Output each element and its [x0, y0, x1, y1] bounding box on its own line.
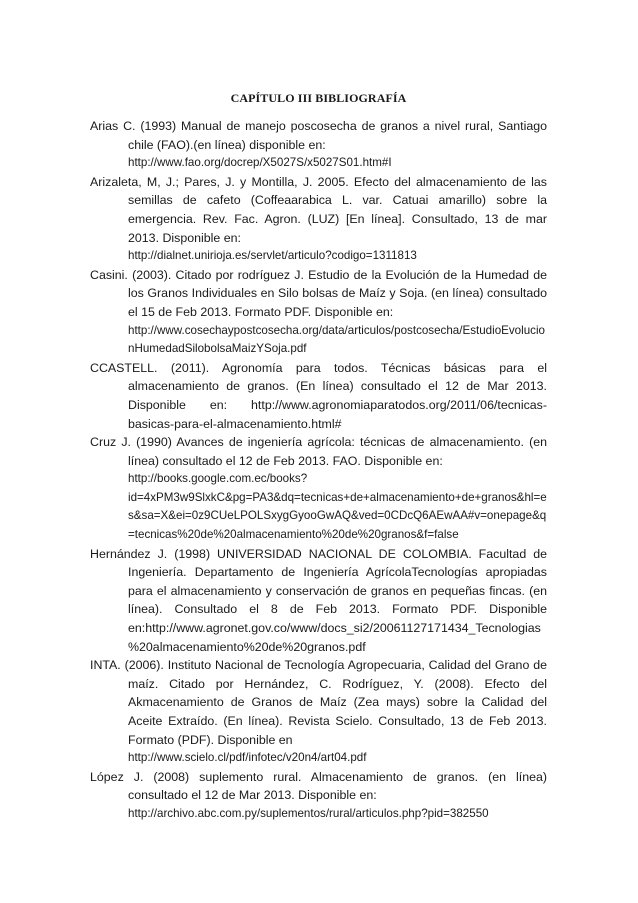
reference-text: Arias C. (1993) Manual de manejo poscosecha de granos a nivel rural, Santiago chile (FAO).(en línea) disponible en:	[90, 119, 547, 152]
reference-text: Casini. (2003). Citado por rodríguez J. Estudio de la Evolución de la Humedad de los Granos Individuales en Silo bolsas de Maíz y Soja. (en línea) consultado el 15 de Feb 2013. Formato PDF. Disponible en:	[90, 267, 547, 319]
reference-url[interactable]: http://www.cosechaypostcosecha.org/data/articulos/postcosecha/EstudioEvolucionHumedadSilobolsaMaizYSoja.pdf	[128, 323, 545, 356]
reference-text: Hernández J. (1998) UNIVERSIDAD NACIONAL DE COLOMBIA. Facultad de Ingeniería. Departamento de Ingeniería AgrícolaTecnologías apropiadas para el almacenamiento y conservación de granos en pequeñas fincas. (en línea). Consultado el 8 de Feb 2013. Formato PDF. Disponible en:http://www.agronet.gov.co/www/docs_si2/20061127171434_Tecnologias%20almacenamiento%20de%20granos.pdf	[90, 546, 547, 654]
reference-text: López J. (2008) suplemento rural. Almacenamiento de granos. (en línea) consultado el 12 de Mar 2013. Disponible en:	[90, 769, 547, 803]
reference-item-arias	[90, 117, 547, 173]
reference-item-casini	[90, 266, 547, 359]
reference-item-ccastell	[90, 359, 547, 433]
reference-url[interactable]: http://books.google.com.ec/books?id=4xPM3w9SlxkC&pg=PA3&dq=tecnicas+de+almacenamiento+de+granos&hl=es&sa=X&ei=0z9CUeLPOLSxygGyooGwAQ&ved=0CDcQ6AEwAA#v=onepage&q=tecnicas%20de%20almacenamiento%20de%20granos&f=false	[128, 472, 547, 542]
reference-item-arizaleta	[90, 173, 547, 266]
reference-url[interactable]: http://www.scielo.cl/pdf/infotec/v20n4/art04.pdf	[128, 751, 367, 765]
reference-item-lopez	[90, 768, 547, 824]
reference-item-inta	[90, 656, 547, 768]
reference-text: Cruz J. (1990) Avances de ingeniería agrícola: técnicas de almacenamiento. (en línea) consultado el 12 de Feb 2013. FAO. Disponible en:	[90, 435, 547, 468]
reference-text: CCASTELL. (2011). Agronomía para todos. Técnicas básicas para el almacenamiento de granos. (En línea) consultado el 12 de Mar 2013. Disponible en: http://www.agronomiaparatodos.org/2011/06/tecnicas-basicas-para-el-almacenamiento.html#	[90, 360, 547, 431]
reference-url[interactable]: http://archivo.abc.com.py/suplementos/rural/articulos.php?pid=382550	[128, 806, 489, 820]
reference-item-hernandez	[90, 545, 547, 657]
bibliography-page	[90, 91, 547, 824]
reference-text: Arizaleta, M, J.; Pares, J. y Montilla, J. 2005. Efecto del almacenamiento de las semillas de cafeto (Coffeaarabica L. var. Catuai amarillo) sobre la emergencia. Rev. Fac. Agron. (LUZ) [En línea]. Consultado, 13 de mar 2013. Disponible en:	[90, 174, 547, 245]
chapter-title: CAPÍTULO III BIBLIOGRAFÍA	[230, 91, 407, 105]
reference-item-cruz	[90, 433, 547, 545]
reference-list	[90, 117, 547, 824]
reference-text: INTA. (2006). Instituto Nacional de Tecnología Agropecuaria, Calidad del Grano de maíz. Citado por Hernández, C. Rodríguez, Y. (2008). Efecto del Akmacenamiento de Granos de Maíz (Zea mays) sobre la Calidad del Aceite Extraído. (En línea). Revista Scielo. Consultado, 13 de Feb 2013. Formato (PDF). Disponible en	[90, 658, 547, 747]
reference-url[interactable]: http://www.fao.org/docrep/X5027S/x5027S01.htm#I	[128, 156, 392, 170]
reference-url[interactable]: http://dialnet.unirioja.es/servlet/articulo?codigo=1311813	[128, 249, 417, 263]
